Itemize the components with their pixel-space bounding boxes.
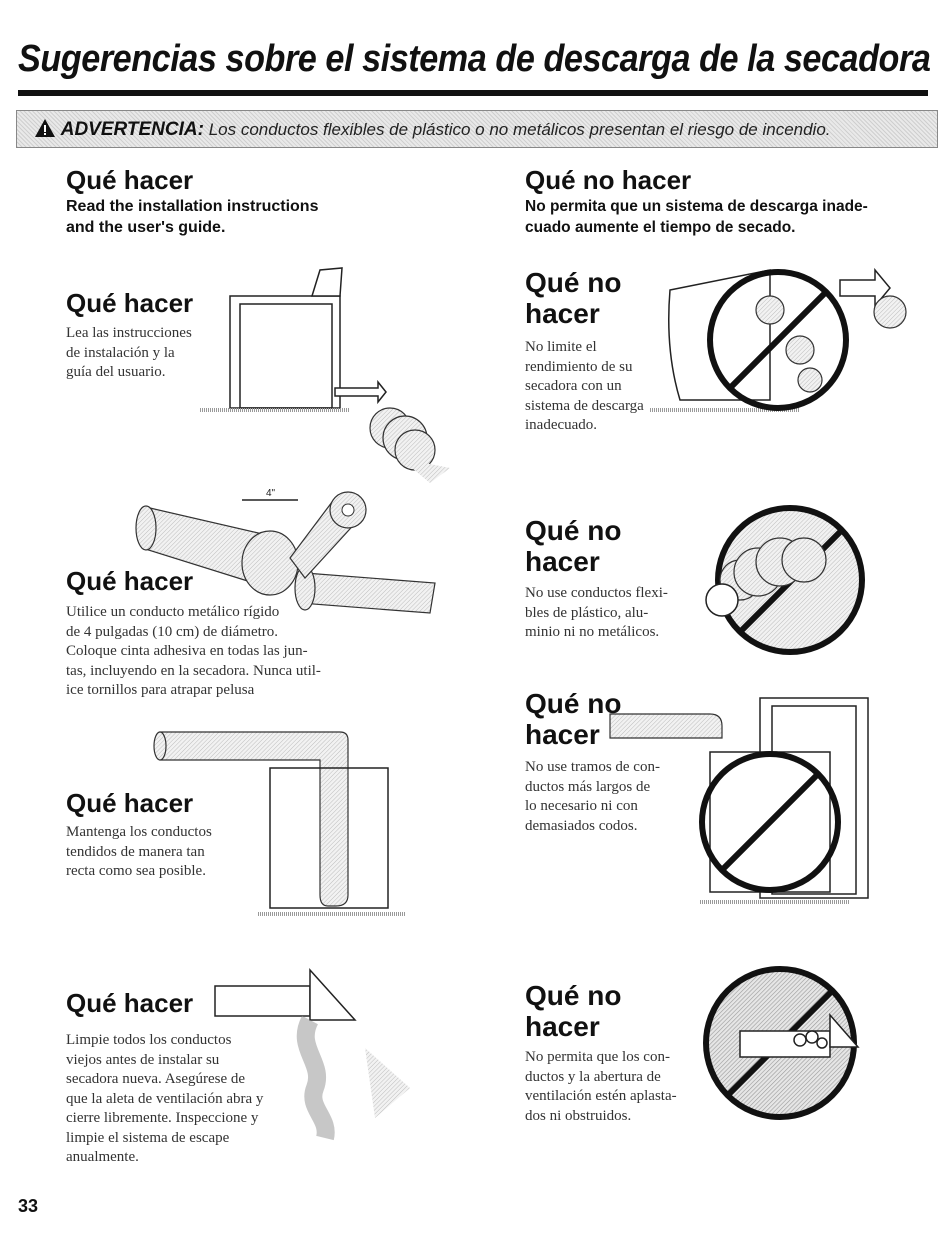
prohibited-illustration-1 <box>650 250 910 430</box>
dont-tip-1-text: No limite el rendimiento de su secadora con un sistema de descarga inadecuado. <box>525 339 644 433</box>
tip-2-heading: Qué hacer <box>66 566 194 596</box>
dryer-illustration-1 <box>200 258 460 488</box>
tip-4-heading: Qué hacer <box>66 988 194 1018</box>
warning-text <box>34 118 831 141</box>
title-rule <box>18 90 928 96</box>
warning-message: Los conductos flexibles de plástico o no metálicos presentan el riesgo de incendio. <box>208 120 831 139</box>
tip-1-text: Lea las instrucciones de instalación y la guía del usuario. <box>66 325 192 380</box>
crushed-duct-prohibited <box>680 955 880 1135</box>
tip-2-text: Utilice un conducto metálico rígido de 4 pulgadas (10 cm) de diámetro. Coloque cinta adhesiva en todas las jun- tas, incluyendo en la secadora. Nunca util- ice tornillos para atrapar pelusa <box>66 604 321 698</box>
page-number: 33 <box>18 1196 39 1216</box>
page-title: Sugerencias sobre el sistema de descarga de la secadora <box>18 38 931 80</box>
diameter-label: 4" <box>266 488 276 499</box>
dont-tip-2-heading: Qué no hacer <box>525 515 622 577</box>
dont-column-heading: Qué no hacer <box>525 165 692 195</box>
warning-label: ADVERTENCIA: <box>60 119 204 140</box>
dont-tip-3-text: No use tramos de con- ductos más largos de lo necesario ni con demasiados codos. <box>525 759 660 834</box>
dont-tip-4-heading: Qué no hacer <box>525 980 622 1042</box>
do-column-heading: Qué hacer <box>66 165 194 195</box>
dont-tip-2-text: No use conductos flexi- bles de plástico, alu- minio ni no metálicos. <box>525 585 668 640</box>
straight-duct-illustration <box>150 720 420 920</box>
tip-3-heading: Qué hacer <box>66 788 194 818</box>
flexible-duct-prohibited <box>700 500 880 660</box>
warning-triangle-icon <box>34 118 56 138</box>
dont-tip-4-text: No permita que los con- ductos y la abertura de ventilación estén aplasta- dos ni obstruidos. <box>525 1049 677 1124</box>
dont-column-subheading: No permita que un sistema de descarga inade- cuado aumente el tiempo de secado. <box>525 198 868 236</box>
tip-3-text: Mantenga los conductos tendidos de manera tan recta como sea posible. <box>66 824 212 879</box>
tip-4-text: Limpie todos los conductos viejos antes de instalar su secadora nueva. Asegúrese de que la aleta de ventilación abra y cierre libremente. Inspeccione y limpie el sistema de escape anualmente. <box>66 1032 264 1165</box>
do-column-subheading: Read the installation instructions and the user's guide. <box>66 198 319 236</box>
dont-tip-3-heading: Qué no hacer <box>525 688 622 750</box>
dont-tip-1-heading: Qué no hacer <box>525 267 622 329</box>
tip-1-heading: Qué hacer <box>66 288 194 318</box>
